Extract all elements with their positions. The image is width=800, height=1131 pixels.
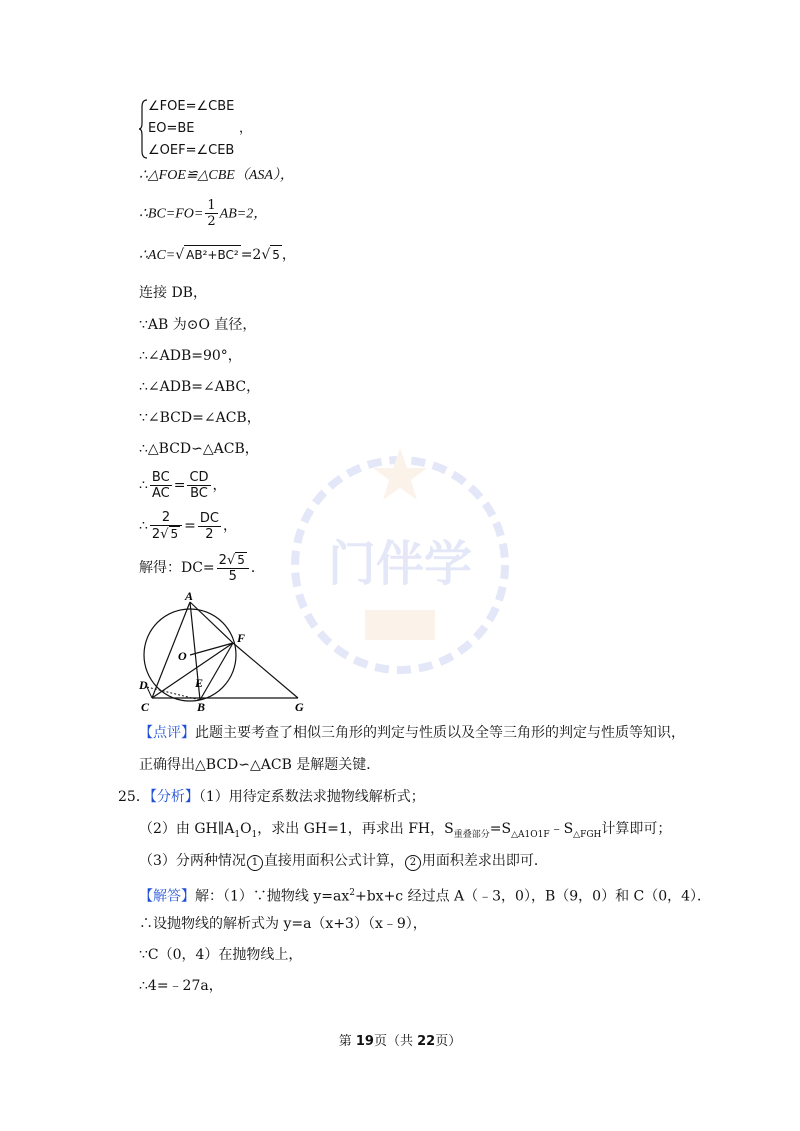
line-ac: ∴AC=√ AB²+BC² =2√ 5 ， [139,247,296,263]
brace-line-1: ∠FOE=∠CBE [148,99,235,114]
line-connect-db: 连接 DB， [139,285,207,301]
fenxi-line-3 [139,852,548,871]
fenxi-2c: =S [489,821,512,837]
dianping-text-1: 此题主要考查了相似三角形的判定与性质以及全等三角形的判定与性质等知识， [195,725,685,741]
line-adb-abc: ∴∠ADB=∠ABC， [139,379,261,395]
frac-den: 2 [205,526,214,542]
line-ratio [139,470,227,501]
page-number: 19 [355,1034,374,1049]
frac-num: DC [199,510,219,526]
bc-pre: ∴BC=FO= [139,206,204,222]
line-adb-90: ∴∠ADB=90°， [139,348,242,364]
line-bcd-acb: ∵∠BCD=∠ACB， [139,410,261,426]
frac-den: 2√ 5 [151,527,179,542]
fenxi-2e: 计算即可； [601,821,672,837]
frac-num: BC [151,470,170,485]
line-congruent: ∴△FOE≌△CBE（ASA）， [139,168,294,183]
watermark-logo [285,440,515,690]
fenxi-3c: 用面积差求出即可． [421,853,548,869]
dianping-line-1 [139,724,685,742]
ac-radicand: AB²+BC² [184,245,241,264]
frac-den: 5 [228,569,237,584]
footer-a: 第 [338,1034,356,1049]
frac-num: CD [189,470,209,485]
footer-b: 页（共 [373,1034,418,1049]
num-root: 5 [237,553,245,567]
fenxi-2-sub2: △A1O1F [511,829,550,840]
den-root: 5 [170,527,179,541]
fenxi-3b: 直接用面积公式计算， [263,853,404,869]
jieda-line-3: ∵C（0，4）在抛物线上， [139,947,303,963]
ratio-eq: = [173,477,186,494]
values-frac-1 [150,510,182,542]
fenxi-tag: 【分析】 [149,789,199,805]
label-E: E [195,676,204,690]
label-F: F [237,631,246,645]
frac-num: 2√ 5 [217,552,249,569]
fenxi-2b: ，求出 GH=1，再求出 FH，S [257,821,454,837]
ratio-post: ， [212,477,227,494]
jieda-line-4: ∴4=﹣27a， [139,978,223,994]
ratio-frac-2 [187,470,210,501]
values-post: ， [222,518,237,534]
page-footer [0,1030,800,1049]
dianping-tag: 【点评】 [139,725,195,741]
values-frac-2 [198,511,221,542]
jieda-line-2: ∴设抛物线的解析式为 y=a（x+3）（x﹣9）， [139,916,427,932]
label-G: G [295,700,304,714]
brace-system [139,99,279,161]
circled-1: 1 [247,855,263,871]
jieda-1a: 解：（1）∵抛物线 y=ax [195,888,350,905]
jieda-tag: 【解答】 [139,888,195,905]
jieda-1b: +bx+c 经过点 A（﹣3，0），B（9，0）和 C（0，4）． [354,888,712,905]
circled-2: 2 [405,855,421,871]
brace-line-2: EO=BE [148,121,195,136]
frac-den: AC [151,486,170,501]
solve-post: ． [250,560,265,576]
ratio-pre: ∴ [139,477,148,494]
footer-c: 页） [435,1034,462,1049]
ac-eq: =2 [240,247,262,263]
geometry-figure [135,590,315,715]
fenxi-2a: （2）由 GH∥A [139,821,235,837]
frac-den: BC [190,486,208,501]
line-bc-fo [139,198,267,229]
line-solve-dc [139,552,265,584]
ac-root5: 5 [270,245,282,264]
ac-pre: ∴AC= [139,248,176,263]
frac-den: 2 [207,214,216,229]
line-similar: ∴△BCD∽△ACB， [139,441,259,457]
label-C: C [141,700,150,714]
label-O: O [178,649,187,663]
num-coef: 2 [218,553,227,568]
brace-line-3: ∠OEF=∠CEB [148,143,235,158]
values-pre: ∴ [139,518,148,534]
fenxi-2-sub3: △FGH [573,829,602,840]
solve-pre: 解得：DC= [139,560,215,576]
question-number: 25． [118,789,150,805]
svg-text:门伴学: 门伴学 [327,536,473,592]
fenxi-3a: （3）分两种情况 [139,853,246,869]
page-total: 22 [417,1034,436,1049]
half-fraction [205,198,217,229]
dc-fraction [217,552,249,584]
label-D: D [139,678,148,692]
dianping-line-2: 正确得出△BCD∽△ACB 是解题关键． [139,757,381,773]
line-ratio-values [139,510,237,542]
fenxi-text-1: （1）用待定系数法求抛物线解析式； [198,789,425,805]
frac-num: 1 [207,198,216,213]
frac-num: 2 [150,510,182,526]
ac-post: ， [281,247,296,263]
fenxi-line-1 [118,788,425,806]
den-coef: 2 [151,527,161,542]
ratio-frac-1 [150,470,172,501]
fenxi-2-sub: 重叠部分 [453,829,490,840]
line-ab-diameter: ∵AB 为⊙O 直径， [139,317,257,333]
jieda-line-1: 【解答】解：（1）∵抛物线 $y=ax^2+bx+c$ 经过点 A（﹣3，0），B（9，0）和 C（0，4）． [139,888,712,905]
values-eq: = [184,518,196,534]
label-A: A [185,590,194,603]
brace-comma: ， [239,121,253,136]
fenxi-2d: ﹣S [549,821,574,837]
bc-post: AB=2， [219,206,268,222]
fenxi-line-2: （2）由 $GH\parallel A_1O_1$，求出 GH=1，再求出 FH，$S_{重叠部分}=S_{\triangle A1O1F}﹣S_{\triangle FGH}$计算即可； [139,821,672,840]
label-B: B [197,700,206,714]
